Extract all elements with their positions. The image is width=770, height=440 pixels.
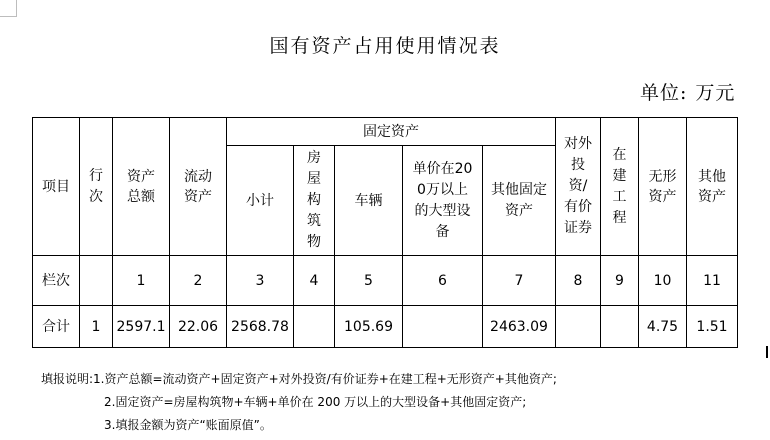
header-subtotal: 小计 [227,146,294,256]
column-index-row-no [80,256,113,306]
large-equipment-value [403,306,483,348]
header-large-equipment-text: 单价在200万以上的大型设备 [412,160,473,240]
header-investments-text: 对外投资/有价证券 [563,136,592,236]
header-intangible [639,118,687,256]
column-index-cell: 9 [601,256,639,306]
column-index-cell: 4 [294,256,335,306]
header-row-1 [33,118,738,146]
filling-notes [41,368,557,437]
investments-value [556,306,601,348]
column-index-label: 栏次 [33,256,80,306]
total-label: 合计 [33,306,80,348]
header-row-no [80,118,113,256]
header-intangible-text: 无形资产 [648,168,677,205]
header-buildings [294,146,335,256]
header-investments [556,118,601,256]
total-row [33,306,738,348]
intangible-value: 4.75 [639,306,687,348]
unit-label [640,78,735,105]
column-index-cell: 5 [335,256,403,306]
header-construction [601,118,639,256]
current-assets-value: 22.06 [170,306,227,348]
assets-table [32,117,738,348]
buildings-value [294,306,335,348]
header-row-no-text: 行次 [89,167,103,205]
header-construction-text: 在建工程 [612,146,627,226]
header-large-equipment [403,146,483,256]
header-vehicles: 车辆 [335,146,403,256]
column-index-cell: 7 [483,256,556,306]
total-row-no: 1 [80,306,113,348]
header-other-assets-text: 其他资产 [698,168,726,205]
unit-label-text: 单位: [640,82,688,104]
header-current-assets-text: 流动资产 [184,168,212,205]
header-item: 项目 [33,118,80,256]
column-index-cell: 6 [403,256,483,306]
subtotal-value: 2568.78 [227,306,294,348]
column-index-cell: 10 [639,256,687,306]
total-assets-value: 2597.1 [113,306,170,348]
construction-value [601,306,639,348]
unit-value: 万元 [695,82,736,104]
header-total-assets-text: 资产总额 [127,168,155,205]
document-title: 国有资产占用使用情况表 [269,35,501,57]
vehicles-value: 105.69 [335,306,403,348]
header-other-fixed-text: 其他固定资产 [491,181,547,219]
text-cursor [766,346,768,358]
other-fixed-value: 2463.09 [483,306,556,348]
header-buildings-text: 房屋构筑物 [307,150,321,250]
header-other-assets [687,118,738,256]
header-current-assets [170,118,227,256]
note-line-2: 2.固定资产=房屋构筑物+车辆+单价在 200 万以上的大型设备+其他固定资产; [104,395,527,409]
column-index-cell: 3 [227,256,294,306]
column-index-cell: 1 [113,256,170,306]
header-other-fixed [483,146,556,256]
other-assets-value: 1.51 [687,306,738,348]
column-index-cell: 2 [170,256,227,306]
column-index-cell: 8 [556,256,601,306]
note-line-1: 填报说明:1.资产总额=流动资产+固定资产+对外投资/有价证券+在建工程+无形资产+其他资产; [41,372,557,386]
column-index-row [33,256,738,306]
header-fixed-assets-group: 固定资产 [227,118,556,146]
column-index-cell: 11 [687,256,738,306]
header-total-assets [113,118,170,256]
page-corner-mark [0,0,17,17]
note-line-3: 3.填报金额为资产“账面原值”。 [104,418,272,432]
